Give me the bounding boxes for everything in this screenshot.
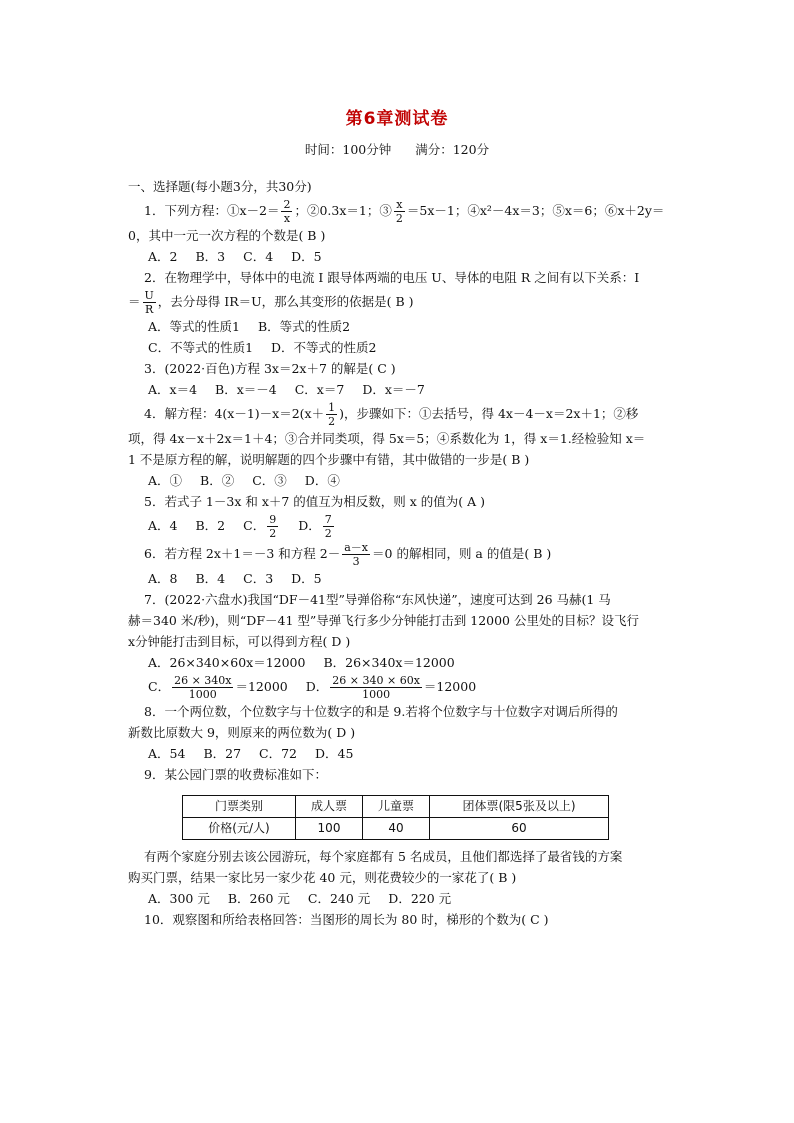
q9-options xyxy=(128,888,676,909)
q4-option-a: A．① xyxy=(148,473,183,488)
q9-line-3: 购买门票，结果一家比另一家少花 40 元，则花费较少的一家花了( B ) xyxy=(128,870,517,885)
q3-option-b: B．x＝－4 xyxy=(215,382,277,397)
q10-line-1: 10．观察图和所给表格回答：当图形的周长为 80 时，梯形的个数为( C ) xyxy=(144,912,549,927)
q4-line-1: 4．解方程：4(x－1)－x＝2(x＋ $\frac{1}{2}$ )，步骤如下：①去括号，得 4x－4－x＝2x＋1；②移 xyxy=(144,401,639,428)
q8-line-2: 新数比原数大 9，则原来的两位数为( D ) xyxy=(128,725,356,740)
q1-option-a: A．2 xyxy=(148,249,178,264)
q3-line-1: 3．(2022·百色)方程 3x＝2x＋7 的解是( C ) xyxy=(144,361,396,376)
page-title: 第6章测试卷 xyxy=(345,109,449,129)
section-heading: 一、选择题(每小题3分，共30分) xyxy=(128,179,312,194)
q4-option-d: D．④ xyxy=(304,473,340,488)
q6-fraction: $\frac{a-x}{3}$ xyxy=(344,541,369,568)
q7-options-row-1 xyxy=(128,652,676,673)
q2-options-row-2 xyxy=(128,337,676,358)
q6-options xyxy=(128,568,676,589)
q7-option-d: D． xyxy=(305,679,329,694)
q2-option-d: D．不等式的性质2 xyxy=(271,340,377,355)
q7-option-c: C． xyxy=(148,679,171,694)
q2-line-2: ＝ $\frac{U}{R}$ ，去分母得 IR＝U，那么其变形的依据是( B ) xyxy=(128,289,414,316)
q9-option-a: A．300 元 xyxy=(148,891,210,906)
q1-options xyxy=(128,246,676,267)
table-cell: 60 xyxy=(430,818,609,840)
q7-fraction-c: $\frac{26 \times 340x}{1000}$ xyxy=(174,674,232,701)
q2-options-row-1 xyxy=(128,316,676,337)
q4-option-b: B．② xyxy=(200,473,235,488)
q5-option-d: D． xyxy=(298,518,321,533)
q8-line-1: 8．一个两位数，个位数字与十位数字的和是 9.若将个位数字与十位数字对调后所得的 xyxy=(144,704,618,719)
q5-options xyxy=(128,512,676,540)
table-cell: 40 xyxy=(363,818,430,840)
table-header-cell: 门票类别 xyxy=(183,796,296,818)
q3-option-a: A．x＝4 xyxy=(148,382,198,397)
q5-option-c: C． xyxy=(243,518,266,533)
q1-text-e: ＝5x－1；④x²－4x＝3；⑤x＝6；⑥x＋2y＝ xyxy=(406,203,665,218)
q7-line-3: x分钟能打击到目标，可以得到方程( D ) xyxy=(128,634,351,649)
q8-options xyxy=(128,743,676,764)
q9-option-d: D．220 元 xyxy=(388,891,452,906)
q9-option-c: C．240 元 xyxy=(307,891,371,906)
q6-line-1: 6．若方程 2x＋1＝－3 和方程 2－ $\frac{a-x}{3}$ ＝0 的解相同，则 a 的值是( B ) xyxy=(144,541,552,568)
price-table xyxy=(182,795,609,840)
q5-line-1: 5．若式子 1－3x 和 x＋7 的值互为相反数，则 x 的值为( A ) xyxy=(144,494,486,509)
q7-line-2: 赫＝340 米/秒)，则“DF－41 型”导弹飞行多少分钟能打击到 12000 公里处的目标？设飞行 xyxy=(128,613,639,628)
q1-fraction-2: $\frac{x}{2}$ xyxy=(395,198,403,225)
table-header-cell: 儿童票 xyxy=(363,796,430,818)
q4-options xyxy=(128,470,676,491)
q4-line-2: 项，得 4x－x＋2x＝1＋4；③合并同类项，得 5x＝5；④系数化为 1，得 x＝1.经检验知 x＝ xyxy=(128,431,646,446)
q1-text-b: x－2＝ xyxy=(239,203,280,218)
q8-option-b: B．27 xyxy=(203,746,242,761)
q2-fraction: $\frac{U}{R}$ xyxy=(144,289,154,316)
table-header-cell: 团体票(限5张及以上) xyxy=(430,796,609,818)
q6-option-d: D．5 xyxy=(291,571,322,586)
q3-option-d: D．x＝－7 xyxy=(362,382,425,397)
q6-option-a: A．8 xyxy=(148,571,178,586)
q2-option-c: C．不等式的性质1 xyxy=(148,340,254,355)
question-1 xyxy=(128,197,676,225)
q1-text-a: 1．下列方程：① xyxy=(144,203,240,218)
q7-fraction-d: $\frac{26 \times 340 \times 60x}{1000}$ xyxy=(332,674,420,701)
table-row xyxy=(183,818,609,840)
table-cell: 100 xyxy=(296,818,363,840)
exam-meta xyxy=(0,140,794,158)
q1-option-c: C．4 xyxy=(243,249,274,264)
q7-options-row-2: C． $\frac{26 \times 340x}{1000}$ ＝12000 D． $\frac{26 \times 340 \times 60x}{1000}$ ＝12000 xyxy=(148,674,477,701)
q5-fraction-d: $\frac{7}{2}$ xyxy=(324,513,332,540)
q1-option-b: B．3 xyxy=(195,249,226,264)
q6-option-b: B．4 xyxy=(195,571,226,586)
q2-option-a: A．等式的性质1 xyxy=(148,319,240,334)
q9-option-b: B．260 元 xyxy=(227,891,290,906)
exam-score: 满分：120分 xyxy=(415,142,490,157)
q9-line-1: 9．某公园门票的收费标准如下： xyxy=(144,767,327,782)
q1-line-2: 0，其中一元一次方程的个数是( B ) xyxy=(128,228,326,243)
q1-fraction-1: $\frac{2}{x}$ xyxy=(283,198,291,225)
table-header-row xyxy=(183,796,609,818)
q5-fraction-c: $\frac{9}{2}$ xyxy=(269,513,277,540)
q3-option-c: C．x＝7 xyxy=(294,382,345,397)
q5-option-b: B．2 xyxy=(195,518,226,533)
q7-line-1: 7．(2022·六盘水)我国“DF－41型”导弹俗称“东风快递”，速度可达到 26 马赫(1 马 xyxy=(144,592,611,607)
q2-option-b: B．等式的性质2 xyxy=(257,319,351,334)
q2-line-1: 2．在物理学中，导体中的电流 I 跟导体两端的电压 U、导体的电阻 R 之间有以下关系：I xyxy=(144,270,640,285)
q4-option-c: C．③ xyxy=(252,473,287,488)
exam-time: 时间：100分钟 xyxy=(304,142,392,157)
q7-option-a: A．26×340×60x＝12000 xyxy=(148,655,306,670)
q1-text-c: ；②0.3x＝1；③ xyxy=(294,203,392,218)
q8-option-d: D．45 xyxy=(315,746,354,761)
table-header-cell: 成人票 xyxy=(296,796,363,818)
q9-line-2: 有两个家庭分别去该公园游玩，每个家庭都有 5 名成员，且他们都选择了最省钱的方案 xyxy=(144,849,623,864)
q7-option-b: B．26×340x＝12000 xyxy=(323,655,455,670)
q8-option-c: C．72 xyxy=(259,746,298,761)
q3-options xyxy=(128,379,676,400)
question-list xyxy=(128,176,676,930)
q4-fraction: $\frac{1}{2}$ xyxy=(328,401,336,428)
q1-option-d: D．5 xyxy=(291,249,322,264)
q8-option-a: A．54 xyxy=(148,746,186,761)
q5-option-a: A．4 xyxy=(148,518,178,533)
table-cell: 价格(元/人) xyxy=(183,818,296,840)
q6-option-c: C．3 xyxy=(243,571,274,586)
q4-line-3: 1 不是原方程的解，说明解题的四个步骤中有错，其中做错的一步是( B ) xyxy=(128,452,530,467)
